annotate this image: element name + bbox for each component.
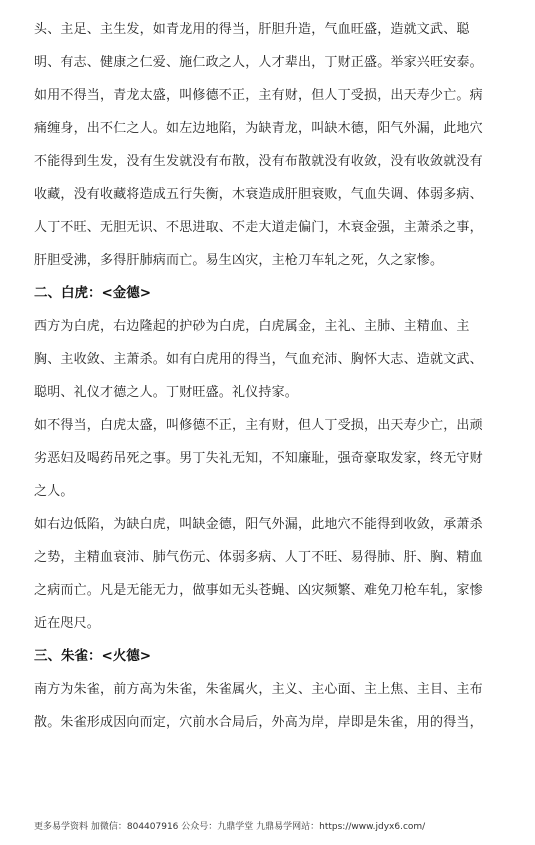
paragraph — [34, 508, 504, 640]
text-line: 之势，主精血衰沛、肺气伤元、体弱多病、人丁不旺、易得肺、肝、胸、精血 — [34, 550, 483, 565]
section-heading-vermilion-bird: 三、朱雀：<火德> — [34, 648, 152, 664]
text-line: 南方为朱雀，前方高为朱雀，朱雀属火，主义、主心面、主上焦、主目、主布 — [34, 682, 483, 697]
text-line: 胸、主收敛、主萧杀。如有白虎用的得当，气血充沛、胸怀大志、造就文武、 — [34, 352, 483, 367]
text-line: 聪明、礼仪才德之人。丁财旺盛。礼仪持家。 — [34, 385, 299, 400]
paragraph — [34, 310, 504, 409]
page-footer: 更多易学资料 加微信：804407916 公众号：九鼎学堂 九鼎易学网站：https://www.jdyx6.com/ — [34, 822, 426, 832]
text-line: 如用不得当，青龙太盛，叫修德不正，主有财，但人丁受损，出天寿少亡。病 — [34, 88, 483, 103]
text-line: 近在咫尺。 — [34, 616, 101, 631]
text-line: 劣恶妇及喝药吊死之事。男丁失礼无知，不知廉耻，强奇豪取发家，终无守财 — [34, 451, 483, 466]
text-line: 人丁不旺、无胆无识、不思进取、不走大道走偏门，木衰金强，主萧杀之事， — [34, 220, 483, 235]
text-line: 如不得当，白虎太盛，叫修德不正，主有财，但人丁受损，出天寿少亡，出顽 — [34, 418, 483, 433]
text-line: 肝胆受沸，多得肝肺病而亡。易生凶灾，主枪刀车轧之死，久之家惨。 — [34, 253, 444, 268]
text-line: 散。朱雀形成因向而定，穴前水合局后，外高为岸，岸即是朱雀，用的得当， — [34, 715, 483, 730]
paragraph — [34, 409, 504, 508]
paragraph — [34, 673, 504, 739]
text-line: 收藏，没有收藏将造成五行失衡，木衰造成肝胆衰败，气血失调、体弱多病、 — [34, 187, 483, 202]
paragraph — [34, 79, 504, 277]
paragraph — [34, 13, 504, 79]
text-line: 之人。 — [34, 484, 74, 499]
document-body — [34, 13, 504, 739]
text-line: 不能得到生发，没有生发就没有布散，没有布散就没有收敛，没有收敛就没有 — [34, 154, 483, 169]
text-line: 明、有志、健康之仁爱、施仁政之人，人才辈出，丁财正盛。举家兴旺安泰。 — [34, 55, 483, 70]
text-line: 痛缠身，出不仁之人。如左边地陷，为缺青龙，叫缺木德，阳气外漏，此地穴 — [34, 121, 483, 136]
text-line: 如右边低陷，为缺白虎，叫缺金德，阳气外漏，此地穴不能得到收敛，承萧杀 — [34, 517, 483, 532]
section-heading-white-tiger: 二、白虎：<金德> — [34, 285, 152, 301]
text-line: 西方为白虎，右边隆起的护砂为白虎，白虎属金，主礼、主肺、主精血、主 — [34, 319, 470, 334]
text-line: 之病而亡。凡是无能无力，做事如无头苍蝇、凶灾频繁、难免刀枪车轧，家惨 — [34, 583, 483, 598]
text-line: 头、主足、主生发，如青龙用的得当，肝胆升造，气血旺盛，造就文武、聪 — [34, 22, 470, 37]
